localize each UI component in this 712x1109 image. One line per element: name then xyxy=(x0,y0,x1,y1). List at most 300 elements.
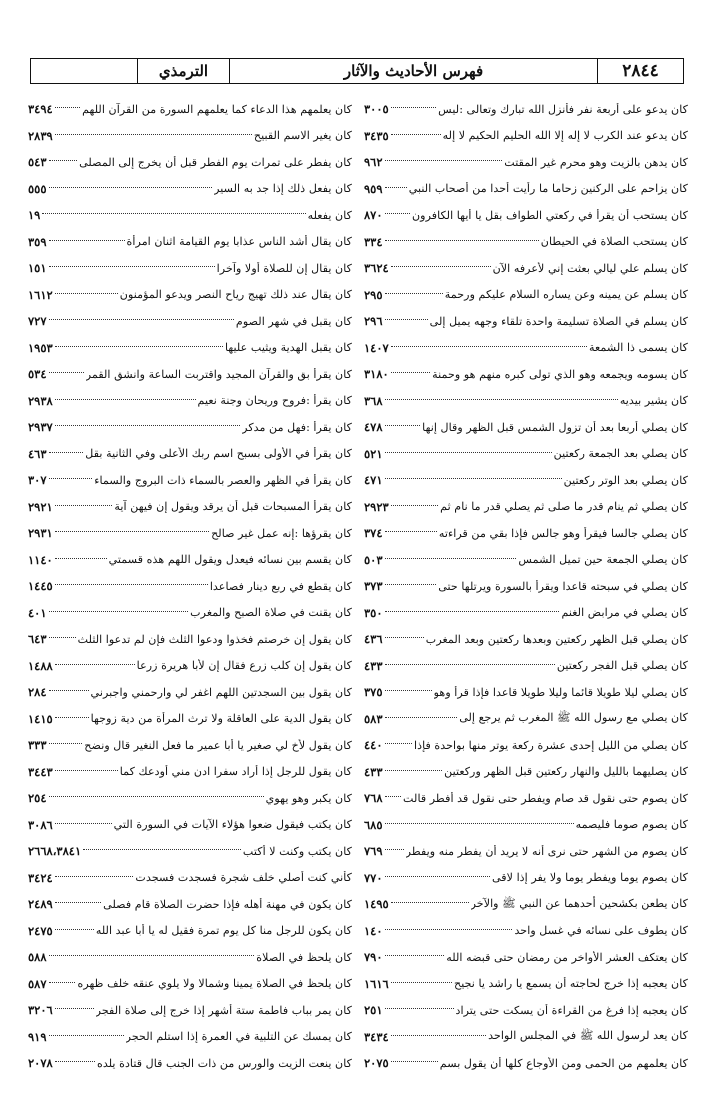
entry-text: كان يقول إن خرصتم فخذوا ودعوا الثلث فإن لم تدعوا الثلث xyxy=(77,632,352,646)
dot-leader xyxy=(55,1008,94,1009)
entry-text: كان يقبل في شهر الصوم xyxy=(235,314,352,328)
entry-number: ٧٧٠ xyxy=(364,870,383,885)
entry-number: ٢٠٧٨ xyxy=(28,1056,53,1071)
entry-text: كان يقرأ في الأولى بسبح اسم ربك الأعلى وفي الثانية بقل xyxy=(85,447,352,461)
dot-leader xyxy=(55,823,112,824)
index-entry xyxy=(364,388,688,415)
entry-number: ٢٩٢١ xyxy=(28,499,53,514)
dot-leader xyxy=(55,425,240,426)
entry-text: كان يصوم حتى نقول قد صام ويفطر حتى نقول قد أفطر قالت xyxy=(403,791,688,805)
dot-leader xyxy=(391,107,436,108)
entry-number: ٣٤٣٤ xyxy=(364,1029,389,1044)
dot-leader xyxy=(385,584,437,585)
dot-leader xyxy=(49,319,234,320)
entry-number: ٣١٨٠ xyxy=(364,367,389,382)
index-entry xyxy=(364,865,688,892)
entry-number: ٣٠٨٦ xyxy=(28,817,53,832)
book-name: الترمذي xyxy=(137,59,229,83)
index-entry xyxy=(28,759,352,786)
entry-number: ٣٠٠٥ xyxy=(364,102,389,117)
entry-number: ٦٤٣ xyxy=(28,632,47,647)
entry-text: كان يكتب وكنت لا أكتب xyxy=(242,844,352,858)
index-entry xyxy=(28,202,352,229)
entry-text: كان يصلي من الليل إحدى عشرة ركعة يوتر منها بواحدة فإذا xyxy=(413,738,688,752)
entry-number: ٢٥٤ xyxy=(28,791,47,806)
dot-leader xyxy=(391,1035,486,1036)
entry-number: ١٩ xyxy=(28,208,41,223)
entry-text: كان يقرأ بق والقرآن المجيد واقتربت الساعة وانشق القمر xyxy=(85,367,352,381)
index-entry xyxy=(28,282,352,309)
entry-number: ٥٣٤ xyxy=(28,367,47,382)
dot-leader xyxy=(49,955,255,956)
dot-leader xyxy=(55,717,89,718)
dot-leader xyxy=(385,160,503,161)
entry-number: ٢٨٤ xyxy=(28,685,47,700)
entry-number: ٥٢١ xyxy=(364,446,383,461)
entry-text: كان يكون في مهنة أهله فإذا حضرت الصلاة قام فصلى xyxy=(103,897,352,911)
dot-leader xyxy=(385,293,443,294)
dot-leader xyxy=(385,690,432,691)
entry-text: كان يعتكف العشر الأواخر من رمضان حتى قبضه الله xyxy=(446,950,688,964)
entry-text: كان يصلي الجمعة حين تميل الشمس xyxy=(518,553,688,567)
dot-leader xyxy=(49,982,76,983)
dot-leader xyxy=(49,187,213,188)
index-entry xyxy=(364,918,688,945)
entry-number: ٣٧٤ xyxy=(364,526,383,541)
index-entry xyxy=(364,838,688,865)
entry-number: ٢٦٦٨،٣٨٤١ xyxy=(28,844,82,859)
entry-text: كان يسلم علي ليالي بعثت إني لأعرفه الآن xyxy=(492,261,688,275)
entry-number: ٤٤٠ xyxy=(364,738,383,753)
entry-number: ١٤٤٥ xyxy=(28,579,53,594)
index-entry xyxy=(364,176,688,203)
dot-leader xyxy=(42,213,305,214)
index-entry xyxy=(28,891,352,918)
entry-text: كان يعجبه إذا فرغ من القراءة أن يسكت حتى يتراد xyxy=(455,1003,688,1017)
index-entry xyxy=(364,547,688,574)
entry-number: ٣٤٢٤ xyxy=(28,870,53,885)
index-entry xyxy=(28,361,352,388)
dot-leader xyxy=(385,319,428,320)
index-entry xyxy=(364,361,688,388)
index-entry xyxy=(28,573,352,600)
dot-leader xyxy=(385,637,424,638)
dot-leader xyxy=(49,796,264,797)
entry-text: كان يقال أشد الناس عذابا يوم القيامة اثنان امرأة xyxy=(126,235,352,249)
entry-number: ٥٠٣ xyxy=(364,552,383,567)
dot-leader xyxy=(49,160,78,161)
entry-text: كان يقرأ المسبحات قبل أن يرقد ويقول إن فيهن آية xyxy=(114,500,352,514)
entry-text: كان يقرأ :فهل من مدكر xyxy=(242,420,352,434)
dot-leader xyxy=(55,1061,95,1062)
entry-text: كان يقال إن للصلاة أولا وآخرا xyxy=(216,261,352,275)
dot-leader xyxy=(55,293,118,294)
dot-leader xyxy=(385,849,404,850)
dot-leader xyxy=(385,1008,454,1009)
index-entry xyxy=(28,520,352,547)
entry-text: كان يقبل الهدية ويثيب عليها xyxy=(224,341,352,355)
index-entry xyxy=(28,308,352,335)
entry-text: كان يقول الدية على العاقلة ولا ترث المرأة من دية زوجها xyxy=(90,712,352,726)
entry-text: كان يصوم من الشهر حتى نرى أنه لا يريد أن يفطر منه ويفطر xyxy=(405,844,688,858)
entry-text: كان يلحظ في الصلاة xyxy=(256,950,352,964)
index-entry xyxy=(364,149,688,176)
entry-text: كان يفطر على تمرات يوم الفطر قبل أن يخرج إلى المصلى xyxy=(79,155,352,169)
dot-leader xyxy=(391,266,491,267)
dot-leader xyxy=(391,982,452,983)
index-entry xyxy=(364,759,688,786)
dot-leader xyxy=(55,134,252,135)
entry-number: ١٤٠ xyxy=(364,923,383,938)
index-entry xyxy=(28,123,352,150)
index-entry xyxy=(28,1024,352,1051)
entry-number: ٢٤٨٩ xyxy=(28,897,53,912)
index-entry xyxy=(28,255,352,282)
dot-leader xyxy=(49,240,125,241)
entry-number: ١١٤٠ xyxy=(28,552,53,567)
entry-text: كان يقرأ :فروح وريحان وجنة نعيم xyxy=(197,394,352,408)
index-entry xyxy=(28,229,352,256)
dot-leader xyxy=(55,664,135,665)
dot-leader xyxy=(55,584,208,585)
index-entry xyxy=(28,785,352,812)
dot-leader xyxy=(385,796,402,797)
entry-number: ١٤٩٥ xyxy=(364,897,389,912)
entry-number: ٤٧٨ xyxy=(364,420,383,435)
index-entry xyxy=(28,732,352,759)
index-entry xyxy=(364,706,688,733)
index-entry xyxy=(28,812,352,839)
dot-leader xyxy=(49,266,215,267)
entry-text: كان يدعو على أربعة نفر فأنزل الله تبارك وتعالى :ليس xyxy=(438,102,688,116)
dot-leader xyxy=(385,664,555,665)
entry-text: كان يشير بيديه xyxy=(619,394,688,408)
entry-text: كان يصوم يوما ويفطر يوما ولا يفر إذا لاقى xyxy=(491,871,688,885)
index-entry xyxy=(28,971,352,998)
index-entry xyxy=(28,494,352,521)
index-entry xyxy=(364,653,688,680)
entry-number: ٢٩٦ xyxy=(364,314,383,329)
index-entry xyxy=(28,706,352,733)
dot-leader xyxy=(49,637,76,638)
entry-number: ١٩٥٣ xyxy=(28,340,53,355)
entry-text: كان يمر بباب فاطمة ستة أشهر إذا خرج إلى صلاة الفجر xyxy=(95,1003,352,1017)
entry-text: كان يصلي في سبحته قاعدا ويقرأ بالسورة ويرتلها حتى xyxy=(438,579,688,593)
index-entry xyxy=(28,467,352,494)
index-entry xyxy=(28,547,352,574)
entry-number: ٣٥٠ xyxy=(364,605,383,620)
index-entry xyxy=(28,865,352,892)
entry-number: ١٤٨٨ xyxy=(28,658,53,673)
entry-number: ٥٥٥ xyxy=(28,181,47,196)
dot-leader xyxy=(49,478,93,479)
entry-text: كان يستحب الصلاة في الحيطان xyxy=(540,235,688,249)
index-entry xyxy=(28,838,352,865)
entry-text: كان يقال عند ذلك تهيج رياح النصر ويدعو المؤمنون xyxy=(119,288,352,302)
entry-number: ٢٥١ xyxy=(364,1003,383,1018)
entry-text: كان يطعن بكشحين أحدهما عن النبي ﷺ والآخر xyxy=(470,896,688,910)
dot-leader xyxy=(385,717,458,718)
index-entry xyxy=(364,679,688,706)
index-entry xyxy=(364,229,688,256)
entry-text: كان يقول بين السجدتين اللهم اغفر لي وارحمني واجبرني xyxy=(90,685,352,699)
entry-text: كان يعلمهم هذا الدعاء كما يعلمهم السورة من القرآن اللهم xyxy=(82,102,352,116)
entry-text: كان يفعل ذلك إذا جد به السير xyxy=(214,182,352,196)
index-entry xyxy=(364,308,688,335)
entry-number: ٥٨٧ xyxy=(28,976,47,991)
entry-text: كان يسومه ويجمعه وهو الذي تولى كبره منهم هو وحمنة xyxy=(432,367,688,381)
entry-text: كان يقسم بين نسائه فيعدل ويقول اللهم هذه قسمتي xyxy=(108,553,352,567)
dot-leader xyxy=(385,478,562,479)
index-entry xyxy=(364,997,688,1024)
index-entry xyxy=(28,918,352,945)
entry-number: ٢٠٧٥ xyxy=(364,1056,389,1071)
entry-text: كان يدهن بالزيت وهو محرم غير المقتت xyxy=(504,155,688,169)
entry-number: ٦٨٥ xyxy=(364,817,383,832)
entry-text: كان يقرأ في الظهر والعصر بالسماء ذات البروج والسماء xyxy=(94,473,352,487)
index-entry xyxy=(364,414,688,441)
index-entry xyxy=(364,1050,688,1077)
entry-text: كان يكبر وهو يهوي xyxy=(265,791,352,805)
entry-number: ٣٦٢٤ xyxy=(364,261,389,276)
index-entry xyxy=(28,441,352,468)
entry-text: كان يصلي مع رسول الله ﷺ المغرب ثم يرجع إلى xyxy=(459,711,688,725)
index-entry xyxy=(364,282,688,309)
left-column xyxy=(28,96,358,1096)
entry-text: كأني كنت أصلي خلف شجرة فسجدت فسجدت xyxy=(135,871,352,885)
entry-number: ٧٩٠ xyxy=(364,950,383,965)
dot-leader xyxy=(385,770,443,771)
entry-text: كان يصوم صوما فليصمه xyxy=(575,818,688,832)
dot-leader xyxy=(385,452,552,453)
dot-leader xyxy=(385,955,445,956)
entry-text: كان يطوف على نسائه في غسل واحد xyxy=(514,924,688,938)
entry-text: كان يصلي قبل الظهر ركعتين وبعدها ركعتين وبعد المغرب xyxy=(425,632,688,646)
dot-leader xyxy=(55,346,223,347)
dot-leader xyxy=(385,929,513,930)
entry-number: ٥٨٨ xyxy=(28,950,47,965)
entry-number: ٢٩٣١ xyxy=(28,526,53,541)
dot-leader xyxy=(49,372,84,373)
index-entry xyxy=(28,997,352,1024)
dot-leader xyxy=(49,743,83,744)
entry-number: ٥٤٣ xyxy=(28,155,47,170)
dot-leader xyxy=(385,187,407,188)
index-entry xyxy=(364,520,688,547)
entry-number: ٥٨٣ xyxy=(364,711,383,726)
entry-text: كان يسلم عن يمينه وعن يساره السلام عليكم ورحمة xyxy=(444,288,688,302)
entry-number: ٣٤٣٥ xyxy=(364,128,389,143)
index-entry xyxy=(364,467,688,494)
index-entry xyxy=(364,96,688,123)
index-entry xyxy=(364,123,688,150)
entry-text: كان يصلي بعد الجمعة ركعتين xyxy=(553,447,688,461)
dot-leader xyxy=(55,531,209,532)
dot-leader xyxy=(385,823,574,824)
entry-text: كان يصلي ثم ينام قدر ما صلى ثم يصلي قدر ما نام ثم xyxy=(440,500,688,514)
index-entry xyxy=(364,441,688,468)
index-entry xyxy=(364,1024,688,1051)
index-entry xyxy=(28,653,352,680)
entry-number: ٩٦٢ xyxy=(364,155,383,170)
entry-text: كان يصلي بعد الوتر ركعتين xyxy=(563,473,688,487)
entry-number: ٧٦٨ xyxy=(364,791,383,806)
index-entry xyxy=(28,1050,352,1077)
entry-number: ٢٤٧٥ xyxy=(28,923,53,938)
index-entry xyxy=(364,944,688,971)
dot-leader xyxy=(391,505,438,506)
dot-leader xyxy=(385,425,421,426)
entry-number: ١٦١٦ xyxy=(364,976,389,991)
dot-leader xyxy=(49,452,84,453)
entry-number: ٣٥٩ xyxy=(28,234,47,249)
entry-number: ٢٩٢٣ xyxy=(364,499,389,514)
entry-text: كان يسمى ذا الشمعة xyxy=(589,341,688,355)
entry-number: ٣٣٤ xyxy=(364,234,383,249)
entry-number: ٣٦٨ xyxy=(364,393,383,408)
entry-number: ٢٩٣٨ xyxy=(28,393,53,408)
entry-number: ١٤٠٧ xyxy=(364,340,389,355)
entry-text: كان يقنت في صلاة الصبح والمغرب xyxy=(190,606,352,620)
index-entry xyxy=(28,388,352,415)
section-title: فهرس الأحاديث والآثار xyxy=(229,59,597,83)
entry-number: ٤٧١ xyxy=(364,473,383,488)
index-entry xyxy=(364,255,688,282)
dot-leader xyxy=(385,213,410,214)
index-entry xyxy=(364,573,688,600)
entry-text: كان يدعو عند الكرب لا إله إلا الله الحليم الحكيم لا إله xyxy=(442,129,688,143)
entry-number: ٩٥٩ xyxy=(364,181,383,196)
index-entry xyxy=(28,944,352,971)
entry-number: ١٥١ xyxy=(28,261,47,276)
entry-number: ١٤١٥ xyxy=(28,711,53,726)
entry-text: كان يعد لرسول الله ﷺ في المجلس الواحد xyxy=(488,1029,688,1043)
index-entry xyxy=(28,626,352,653)
entry-text: كان يقول إن كلب زرع فقال إن لأبا هريرة زرعا xyxy=(136,659,352,673)
dot-leader xyxy=(55,505,113,506)
dot-leader xyxy=(49,1035,124,1036)
entry-text: كان يغير الاسم القبيح xyxy=(253,129,352,143)
entry-text: كان يفعله xyxy=(307,208,352,222)
dot-leader xyxy=(385,531,437,532)
entry-text: كان يزاحم على الركنين زحاما ما رأيت أحدا من أصحاب النبي xyxy=(408,182,688,196)
index-entry xyxy=(364,626,688,653)
right-column xyxy=(358,96,688,1096)
index-entry xyxy=(28,600,352,627)
entry-text: كان يمسك عن التلبية في العمرة إذا استلم الحجر xyxy=(125,1030,352,1044)
entry-number: ٣٧٥ xyxy=(364,685,383,700)
index-entry xyxy=(364,971,688,998)
index-entry xyxy=(364,202,688,229)
dot-leader xyxy=(391,346,587,347)
index-entry xyxy=(364,494,688,521)
entry-number: ٤٦٣ xyxy=(28,446,47,461)
index-entry xyxy=(364,812,688,839)
page-number: ٢٨٤٤ xyxy=(597,59,683,83)
entry-text: كان يقول للرجل إذا أراد سفرا ادن مني أودعك كما xyxy=(119,765,352,779)
entry-text: كان يسلم في الصلاة تسليمة واحدة تلقاء وجهه يميل إلى xyxy=(429,314,688,328)
index-entry xyxy=(28,679,352,706)
dot-leader xyxy=(385,558,517,559)
page-header xyxy=(30,58,684,84)
index-entry xyxy=(364,335,688,362)
dot-leader xyxy=(55,558,107,559)
entry-text: كان يصلي في مرابض الغنم xyxy=(561,606,688,620)
entry-text: كان يستحب أن يقرأ في ركعتي الطواف بقل يا أيها الكافرون xyxy=(411,208,688,222)
entry-number: ٢٨٣٩ xyxy=(28,128,53,143)
entry-number: ٣٤٩٤ xyxy=(28,102,53,117)
entry-text: كان يكون للرجل منا كل يوم تمرة فقيل له يا أبا عبد الله xyxy=(95,924,352,938)
entry-text: كان يعلمهم من الحمى ومن الأوجاع كلها أن يقول بسم xyxy=(439,1056,688,1070)
dot-leader xyxy=(55,399,196,400)
dot-leader xyxy=(55,770,118,771)
dot-leader xyxy=(391,902,469,903)
dot-leader xyxy=(391,134,441,135)
entry-number: ١٦١٢ xyxy=(28,287,53,302)
index-columns xyxy=(28,96,688,1096)
index-entry xyxy=(28,414,352,441)
entry-number: ٤٣٣ xyxy=(364,658,383,673)
dot-leader xyxy=(49,690,89,691)
entry-text: كان يصلي أربعا بعد أن تزول الشمس قبل الظهر وقال إنها xyxy=(422,420,688,434)
entry-text: كان يعجبه إذا خرج لحاجته أن يسمع يا راشد يا نجيح xyxy=(453,977,688,991)
dot-leader xyxy=(385,876,490,877)
entry-number: ٣٣٣ xyxy=(28,738,47,753)
entry-number: ٧٦٩ xyxy=(364,844,383,859)
entry-number: ٣٢٠٦ xyxy=(28,1003,53,1018)
index-entry xyxy=(364,600,688,627)
header-blank-cell xyxy=(31,59,137,83)
entry-text: كان يقول لأخ لي صغير يا أبا عمير ما فعل النغير قال ونضح xyxy=(84,738,352,752)
entry-text: كان يقطع في ربع دينار فصاعدا xyxy=(209,579,352,593)
dot-leader xyxy=(83,849,241,850)
dot-leader xyxy=(49,611,189,612)
dot-leader xyxy=(385,611,560,612)
index-entry xyxy=(364,891,688,918)
dot-leader xyxy=(55,876,134,877)
index-entry xyxy=(28,149,352,176)
entry-number: ٢٩٥ xyxy=(364,287,383,302)
entry-text: كان يصليهما بالليل والنهار ركعتين قبل الظهر وركعتين xyxy=(444,765,688,779)
dot-leader xyxy=(55,929,94,930)
entry-number: ٣٠٧ xyxy=(28,473,47,488)
entry-number: ٨٧٠ xyxy=(364,208,383,223)
entry-text: كان يصلي ليلا طويلا قائما وليلا طويلا قاعدا فإذا قرأ وهو xyxy=(433,685,688,699)
entry-text: كان يصلي قبل الفجر ركعتين xyxy=(556,659,688,673)
entry-text: كان يقرؤها :إنه عمل غير صالح xyxy=(211,526,352,540)
dot-leader xyxy=(55,107,80,108)
dot-leader xyxy=(391,372,430,373)
entry-number: ٣٤٤٣ xyxy=(28,764,53,779)
entry-text: كان يصلي جالسا فيقرأ وهو جالس فإذا بقي من قراءته xyxy=(438,526,688,540)
entry-number: ٢٩٣٧ xyxy=(28,420,53,435)
index-entry xyxy=(28,176,352,203)
dot-leader xyxy=(385,240,539,241)
entry-number: ٩١٩ xyxy=(28,1029,47,1044)
entry-number: ٧٢٧ xyxy=(28,314,47,329)
entry-text: كان يكتب فيقول ضعوا هؤلاء الآيات في السورة التي xyxy=(113,818,352,832)
dot-leader xyxy=(385,743,412,744)
dot-leader xyxy=(55,902,101,903)
entry-text: كان ينعت الزيت والورس من ذات الجنب قال قتادة يلده xyxy=(96,1056,352,1070)
entry-text: كان يلحظ في الصلاة يمينا وشمالا ولا يلوي عنقه خلف ظهره xyxy=(77,977,352,991)
index-entry xyxy=(28,335,352,362)
dot-leader xyxy=(385,399,618,400)
entry-number: ٤٣٣ xyxy=(364,764,383,779)
entry-number: ٤٣٦ xyxy=(364,632,383,647)
entry-number: ٣٧٣ xyxy=(364,579,383,594)
index-entry xyxy=(364,785,688,812)
